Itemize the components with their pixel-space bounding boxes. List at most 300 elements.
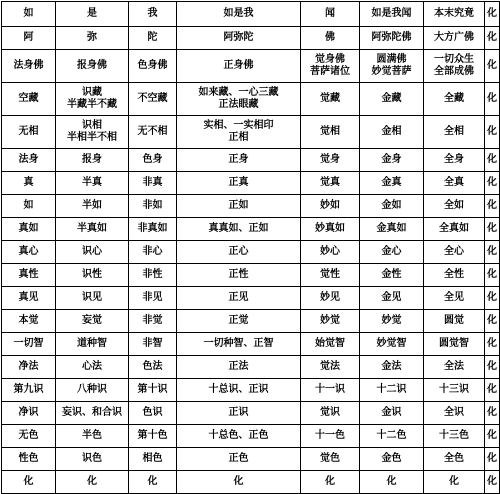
table-cell [301,379,360,402]
table-cell [2,310,56,333]
cell-text: 化 [87,476,97,487]
table-cell [2,218,56,241]
table-cell [360,241,424,264]
table-cell [177,356,301,379]
table-cell [424,471,485,494]
table-cell [360,333,424,356]
table-cell [56,83,129,116]
cell-text: 正身佛 [223,60,254,71]
table-cell [56,448,129,471]
cell-text: 正心 [228,246,249,257]
table-cell [485,425,500,448]
cell-text: 觉色 [320,453,340,464]
cell-text: 全心 [444,246,464,257]
table-cell [301,310,360,333]
table-cell [2,2,56,27]
table-cell [129,50,177,83]
table-row [2,287,500,310]
cell-text: 化 [487,269,497,280]
cell-text: 全法 [444,361,464,372]
cell-text: 化 [487,246,497,257]
table-cell [485,471,500,494]
cell-text: 无不相 [137,126,168,137]
table-cell [177,27,301,50]
cell-text: 如来藏、一心三藏 [198,87,279,98]
cell-text: 大方广佛 [434,32,474,43]
table-cell [424,149,485,172]
cell-text: 金如 [381,200,402,211]
cell-text: 色法 [142,361,163,372]
cell-text: 半藏半不藏 [67,99,117,110]
cell-text: 第九识 [13,384,44,395]
table-cell [56,195,129,218]
cell-text: 识色 [82,453,102,464]
cell-text: 金藏 [381,93,402,104]
table-cell [177,50,301,83]
table-cell [424,2,485,27]
table-cell [424,425,485,448]
cell-text: 正身 [228,154,249,165]
table-cell [301,287,360,310]
cell-text: 妙真如 [315,223,345,234]
cell-text: 本末究竟 [434,8,474,19]
cell-text: 正色 [228,453,249,464]
cell-text: 妙心 [320,246,340,257]
table-cell [177,172,301,195]
table-cell [56,287,129,310]
table-cell [360,448,424,471]
cell-text: 非见 [142,292,163,303]
table-cell [360,50,424,83]
table-cell [56,333,129,356]
table-cell [56,50,129,83]
cell-text: 妙觉智 [376,338,407,349]
table-row [2,379,500,402]
table-cell [485,379,500,402]
cell-text: 非性 [142,269,163,280]
cell-text: 觉性 [320,269,340,280]
table-cell [485,310,500,333]
table-cell [301,241,360,264]
cell-text: 我 [147,8,158,19]
cell-text: 识心 [82,246,102,257]
table-cell [129,402,177,425]
table-cell [129,310,177,333]
table-cell [424,27,485,50]
cell-text: 金识 [381,407,402,418]
cell-text: 化 [386,476,397,487]
cell-text: 化 [147,476,158,487]
cell-text: 全识 [444,407,464,418]
table-cell [56,310,129,333]
table-cell [129,356,177,379]
table-row [2,471,500,494]
table-cell [129,149,177,172]
cell-text: 金性 [381,269,402,280]
table-row [2,356,500,379]
table-cell [360,402,424,425]
table-cell [301,471,360,494]
table-cell [301,116,360,149]
table-cell [485,27,500,50]
table-cell [301,195,360,218]
table-row [2,2,500,27]
table-cell [485,116,500,149]
table-cell [129,172,177,195]
cell-text: 化 [487,453,497,464]
table-cell [485,448,500,471]
cell-text: 十总识、正识 [208,384,269,395]
cell-text: 非觉 [142,315,163,326]
table-cell [56,356,129,379]
cell-text: 非真 [142,177,163,188]
cell-text: 菩萨诸位 [310,66,350,77]
cell-text: 妙觉菩萨 [371,66,412,77]
table-cell [177,149,301,172]
cell-text: 十二色 [376,430,407,441]
table-cell [56,425,129,448]
table-row [2,27,500,50]
table-cell [56,149,129,172]
table-cell [56,402,129,425]
table-cell [360,172,424,195]
cell-text: 十一识 [315,384,345,395]
table-cell [424,50,485,83]
cell-text: 全真 [444,177,464,188]
cell-text: 全真如 [439,223,469,234]
table-cell [424,116,485,149]
cell-text: 非智 [142,338,163,349]
cell-text: 正真 [228,177,249,188]
cell-text: 真如 [18,223,39,234]
cell-text: 一切众生 [434,54,474,65]
cell-text: 阿弥陀佛 [371,32,412,43]
cell-text: 佛 [325,32,335,43]
table-cell [301,149,360,172]
table-cell [301,27,360,50]
cell-text: 半如 [82,200,102,211]
cell-text: 识性 [82,269,102,280]
table-row [2,333,500,356]
table-cell [2,379,56,402]
table-cell [360,149,424,172]
table-cell [301,333,360,356]
cell-text: 化 [487,177,497,188]
table-cell [177,218,301,241]
cell-text: 化 [487,338,497,349]
table-cell [301,264,360,287]
cell-text: 化 [487,315,497,326]
table-cell [301,218,360,241]
table-cell [177,195,301,218]
cell-text: 识藏 [82,87,102,98]
table-cell [177,471,301,494]
cell-text: 全如 [444,200,464,211]
table-cell [424,264,485,287]
cell-text: 妙如 [320,200,340,211]
table-cell [360,425,424,448]
table-cell [301,2,360,27]
table-cell [301,425,360,448]
table-cell [2,27,56,50]
table-cell [177,402,301,425]
cell-text: 如是我闻 [371,8,412,19]
cell-text: 觉身佛 [315,54,345,65]
cell-text: 是 [87,8,97,19]
table-cell [485,356,500,379]
cell-text: 化 [487,223,497,234]
table-cell [129,287,177,310]
cell-text: 第十色 [137,430,168,441]
cell-text: 正性 [228,269,249,280]
table-row [2,218,500,241]
comparison-table [1,1,500,494]
table-cell [2,172,56,195]
table-cell [129,116,177,149]
cell-text: 正法 [228,361,249,372]
cell-text: 妙见 [320,292,340,303]
table-cell [485,333,500,356]
table-cell [56,264,129,287]
cell-text: 圆满佛 [376,54,407,65]
table-cell [2,83,56,116]
cell-text: 真 [23,177,34,188]
table-cell [485,195,500,218]
cell-text: 正觉 [228,315,249,326]
table-cell [301,356,360,379]
table-cell [129,27,177,50]
cell-text: 识相 [82,120,102,131]
table-cell [360,379,424,402]
table-cell [129,83,177,116]
table-cell [2,50,56,83]
table-cell [485,2,500,27]
cell-text: 化 [487,384,497,395]
cell-text: 非如 [142,200,163,211]
table-cell [424,379,485,402]
table-cell [2,448,56,471]
cell-text: 相色 [142,453,163,464]
cell-text: 化 [487,60,497,71]
cell-text: 妄识、和合识 [62,407,122,418]
table-cell [424,241,485,264]
table-cell [129,425,177,448]
table-cell [360,218,424,241]
table-row [2,195,500,218]
table-cell [129,2,177,27]
table-cell [56,27,129,50]
cell-text: 如 [23,8,34,19]
cell-text: 化 [487,200,497,211]
table-cell [2,195,56,218]
cell-text: 法身佛 [13,60,44,71]
table-cell [56,379,129,402]
table-cell [2,471,56,494]
table-cell [424,195,485,218]
table-cell [177,2,301,27]
table-cell [360,116,424,149]
table-cell [2,241,56,264]
table-cell [177,116,301,149]
cell-text: 色身 [142,154,163,165]
cell-text: 全部成佛 [434,66,474,77]
cell-text: 化 [487,292,497,303]
table-cell [2,333,56,356]
cell-text: 非心 [142,246,163,257]
table-cell [56,241,129,264]
cell-text: 全藏 [444,93,464,104]
cell-text: 化 [487,407,497,418]
cell-text: 正如 [228,200,249,211]
table-cell [177,379,301,402]
table-cell [360,27,424,50]
table-cell [301,172,360,195]
cell-text: 十二识 [376,384,407,395]
table-cell [177,83,301,116]
table-cell [2,149,56,172]
table-cell [424,83,485,116]
cell-text: 化 [487,154,497,165]
table-cell [485,149,500,172]
cell-text: 正法眼藏 [218,99,259,110]
cell-text: 第十识 [137,384,168,395]
table-cell [2,264,56,287]
table-cell [360,287,424,310]
cell-text: 正相 [228,132,249,143]
table-cell [177,241,301,264]
table-row [2,448,500,471]
table-cell [129,241,177,264]
cell-text: 色识 [142,407,163,418]
table-row [2,402,500,425]
cell-text: 化 [487,32,497,43]
cell-text: 觉真 [320,177,340,188]
table-cell [360,264,424,287]
cell-text: 空藏 [18,93,39,104]
cell-text: 化 [487,93,497,104]
table-cell [485,172,500,195]
cell-text: 觉相 [320,126,340,137]
table-cell [360,471,424,494]
table-cell [485,264,500,287]
cell-text: 闻 [325,8,335,19]
cell-text: 阿 [23,32,34,43]
table-cell [177,287,301,310]
table-row [2,116,500,149]
cell-text: 真真如、正如 [208,223,269,234]
cell-text: 全相 [444,126,464,137]
table-cell [129,471,177,494]
cell-text: 法身 [18,154,39,165]
table-cell [129,379,177,402]
cell-text: 报身佛 [77,60,107,71]
table-cell [485,50,500,83]
cell-text: 正识 [228,407,249,418]
cell-text: 半色 [82,430,102,441]
cell-text: 一切智 [13,338,44,349]
cell-text: 妙觉 [381,315,402,326]
cell-text: 金心 [381,246,402,257]
cell-text: 圆觉智 [439,338,469,349]
table-cell [301,402,360,425]
table-cell [424,448,485,471]
table-cell [360,356,424,379]
cell-text: 化 [449,476,459,487]
cell-text: 金见 [381,292,402,303]
cell-text: 化 [487,361,497,372]
cell-text: 半真如 [77,223,107,234]
cell-text: 色身佛 [137,60,168,71]
cell-text: 化 [487,8,497,19]
table-cell [177,425,301,448]
cell-text: 真性 [18,269,39,280]
table-cell [424,356,485,379]
cell-text: 金身 [381,154,402,165]
cell-text: 十总色、正色 [208,430,269,441]
table-cell [360,310,424,333]
table-cell [177,310,301,333]
cell-text: 金真如 [376,223,407,234]
cell-text: 一切种智、正智 [203,338,274,349]
table-cell [177,264,301,287]
cell-text: 十一色 [315,430,345,441]
table-cell [424,310,485,333]
cell-text: 全色 [444,453,464,464]
table-row [2,172,500,195]
cell-text: 觉识 [320,407,340,418]
cell-text: 非真如 [137,223,168,234]
table-cell [424,172,485,195]
table-cell [129,195,177,218]
cell-text: 如 [23,200,34,211]
cell-text: 陀 [147,32,158,43]
table-cell [177,448,301,471]
table-row [2,425,500,448]
table-cell [485,287,500,310]
cell-text: 半相半不相 [67,132,117,143]
table-cell [485,83,500,116]
table-cell [129,218,177,241]
cell-text: 识见 [82,292,102,303]
table-cell [301,50,360,83]
cell-text: 觉藏 [320,93,340,104]
cell-text: 性色 [18,453,39,464]
cell-text: 化 [233,476,244,487]
cell-text: 真见 [18,292,39,303]
table-row [2,149,500,172]
cell-text: 化 [487,430,497,441]
cell-text: 金色 [381,453,402,464]
table-row [2,50,500,83]
table-row [2,83,500,116]
cell-text: 化 [487,476,497,487]
cell-text: 金相 [381,126,402,137]
table-cell [2,402,56,425]
table-cell [129,264,177,287]
cell-text: 全性 [444,269,464,280]
cell-text: 如是我 [223,8,254,19]
cell-text: 十三色 [439,430,469,441]
cell-text: 圆觉 [444,315,464,326]
table-cell [2,356,56,379]
cell-text: 报身 [82,154,102,165]
cell-text: 真心 [18,246,39,257]
cell-text: 无相 [18,126,39,137]
cell-text: 不空藏 [137,93,168,104]
table-cell [485,241,500,264]
table-cell [2,116,56,149]
cell-text: 化 [23,476,34,487]
